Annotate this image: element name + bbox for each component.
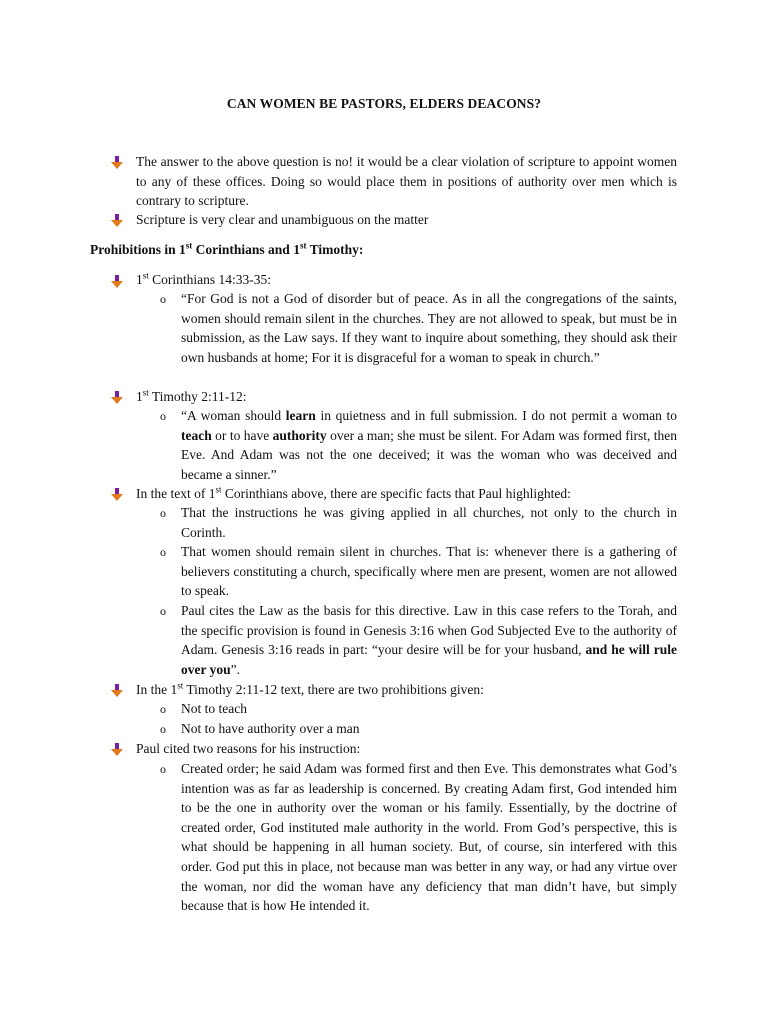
reasons-lead: Paul cited two reasons for his instruction: bbox=[136, 741, 361, 756]
arrow-bullet-icon bbox=[110, 487, 124, 503]
intro-item-2: Scripture is very clear and unambiguous on the matter bbox=[136, 212, 429, 227]
prohibition-item-2: Not to have authority over a man bbox=[181, 721, 360, 736]
circle-bullet-icon: o bbox=[160, 702, 166, 716]
fact-item-3: Paul cites the Law as the basis for this directive. Law in this case refers to the Torah, and the specific provision is found in Genesis 3:16 when God Subjected Eve to the authority of Adam. Genesis 3:16 reads in part: “your desire will be for your husband, and he will rule over you”. bbox=[181, 603, 677, 677]
page-title: CAN WOMEN BE PASTORS, ELDERS DEACONS? bbox=[226, 96, 542, 111]
section-heading: Prohibitions in 1st Corinthians and 1st Timothy: bbox=[90, 240, 364, 257]
arrow-bullet-icon bbox=[110, 390, 124, 406]
timothy-quote: “A woman should learn in quietness and in full submission. I do not permit a woman to teach or to have authority over a man; she must be silent. For Adam was formed first, then Eve. And Adam was not the one deceived; it was the woman who was deceived and became a sinner.” bbox=[181, 408, 678, 482]
fact-item-1: That the instructions he was giving applied in all churches, not only to the church in Corinth. bbox=[181, 505, 677, 540]
fact-item-2: That women should remain silent in churches. That is: whenever there is a gathering of believers constituting a church, specifically where men are present, women are not allowed to speak. bbox=[181, 544, 677, 599]
arrow-bullet-icon bbox=[110, 742, 124, 758]
circle-bullet-icon: o bbox=[160, 506, 166, 520]
corinthians-reference: 1st Corinthians 14:33-35: bbox=[136, 270, 272, 287]
arrow-bullet-icon bbox=[110, 213, 124, 229]
corinthians-quote: “For God is not a God of disorder but of peace. As in all the congregations of the saints, women should remain silent in the churches. They are not allowed to speak, but must be in submission, as the Law says. If they want to inquire about something, they should ask their own husbands at home; For it is disgraceful for a woman to speak in church.” bbox=[181, 291, 677, 365]
circle-bullet-icon: o bbox=[160, 604, 166, 618]
circle-bullet-icon: o bbox=[160, 762, 166, 776]
arrow-bullet-icon bbox=[110, 683, 124, 699]
circle-bullet-icon: o bbox=[160, 722, 166, 736]
facts-lead: In the text of 1st Corinthians above, there are specific facts that Paul highlighted: bbox=[136, 484, 571, 501]
circle-bullet-icon: o bbox=[160, 545, 166, 559]
arrow-bullet-icon bbox=[110, 274, 124, 290]
prohibitions-lead: In the 1st Timothy 2:11-12 text, there are two prohibitions given: bbox=[136, 680, 484, 697]
arrow-bullet-icon bbox=[110, 155, 124, 171]
timothy-reference: 1st Timothy 2:11-12: bbox=[136, 387, 247, 404]
circle-bullet-icon: o bbox=[160, 409, 166, 423]
reason-item-1: Created order; he said Adam was formed first and then Eve. This demonstrates what God’s intention was as far as leadership is concerned. By creating Adam first, God intended him to be the one in authority over the woman or his family. Essentially, by the doctrine of created order, God instituted male authority in the world. From God’s perspective, this is what should be happening in all human society. But, of course, sin interfered with this order. God put this in place, not because man was better in any way, or had any virtue over the woman, nor did the woman have any deficiency that man didn’t have, but simply because that is how He intended it. bbox=[181, 761, 677, 914]
prohibition-item-1: Not to teach bbox=[181, 701, 247, 716]
circle-bullet-icon: o bbox=[160, 292, 166, 306]
intro-item-1: The answer to the above question is no! it would be a clear violation of scripture to appoint women to any of these offices. Doing so would place them in positions of authority over men which is contrary to scripture. bbox=[136, 154, 677, 209]
